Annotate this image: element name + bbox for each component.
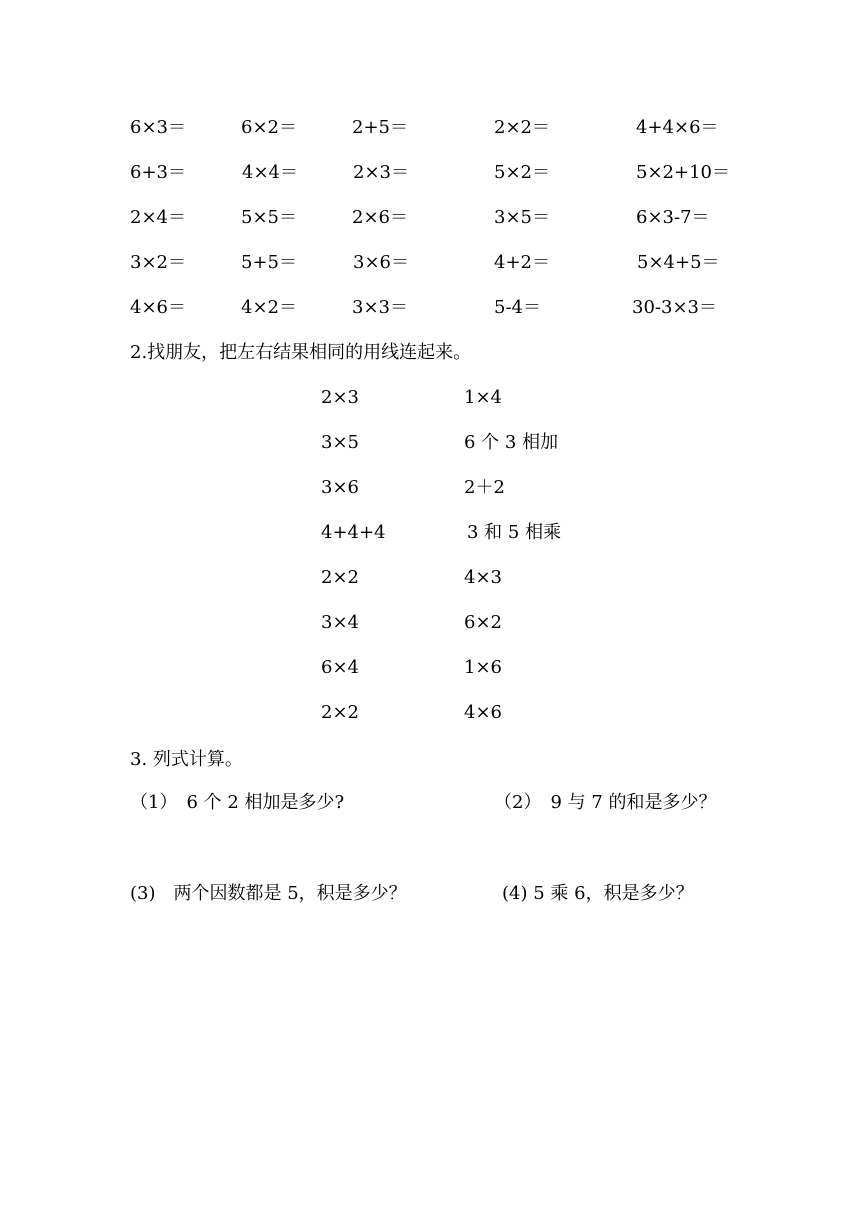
- section-2-title: 2.找朋友，把左右结果相同的用线连起来。: [130, 342, 472, 363]
- match-left-item: 3×4: [321, 612, 359, 633]
- section-3-title: 3. 列式计算。: [130, 749, 243, 770]
- match-right-item: 1×6: [464, 657, 502, 678]
- equation: 4+2＝: [494, 252, 550, 273]
- equation: 3×5＝: [494, 207, 550, 228]
- equation: 3×2＝: [130, 252, 186, 273]
- equation: 5×2＝: [494, 162, 550, 183]
- match-right-item: 1×4: [464, 387, 502, 408]
- match-left-item: 2×3: [321, 387, 359, 408]
- match-left-item: 3×5: [321, 432, 359, 453]
- equation: 5×2+10＝: [636, 162, 730, 183]
- equation: 3×3＝: [352, 297, 408, 318]
- equation: 5-4＝: [494, 297, 541, 318]
- equation: 4×6＝: [130, 297, 186, 318]
- match-left-item: 3×6: [321, 477, 359, 498]
- match-right-item: 6×2: [464, 612, 502, 633]
- equation: 2+5＝: [352, 117, 408, 138]
- equation: 2×2＝: [494, 117, 550, 138]
- question-4: (4) 5 乘 6，积是多少？: [502, 883, 694, 904]
- equation: 30-3×3＝: [632, 297, 717, 318]
- match-right-item: 4×6: [464, 702, 502, 723]
- equation: 5×4+5＝: [637, 252, 720, 273]
- match-left-item: 2×2: [321, 702, 359, 723]
- equation: 3×6＝: [353, 252, 409, 273]
- question-3: (3) 两个因数都是 5，积是多少？: [130, 883, 407, 904]
- equation: 2×6＝: [352, 207, 408, 228]
- equation: 4×4＝: [242, 162, 298, 183]
- equation: 2×4＝: [130, 207, 186, 228]
- match-right-item: 4×3: [464, 567, 502, 588]
- equation: 5×5＝: [241, 207, 297, 228]
- equation: 6×3＝: [130, 117, 186, 138]
- match-right-item: 6 个 3 相加: [464, 432, 559, 453]
- match-left-item: 2×2: [321, 567, 359, 588]
- equation: 4+4×6＝: [636, 117, 719, 138]
- question-2: （2） 9 与 7 的和是多少？: [494, 792, 717, 813]
- equation: 6+3＝: [130, 162, 186, 183]
- question-1: （1） 6 个 2 相加是多少?: [130, 792, 345, 813]
- equation: 4×2＝: [241, 297, 297, 318]
- equation: 2×3＝: [353, 162, 409, 183]
- equation: 6×2＝: [241, 117, 297, 138]
- equation: 5+5＝: [241, 252, 297, 273]
- match-right-item: 3 和 5 相乘: [467, 522, 562, 543]
- match-left-item: 4+4+4: [321, 522, 386, 543]
- equation: 6×3-7＝: [636, 207, 710, 228]
- match-right-item: 2＋2: [464, 477, 505, 498]
- match-left-item: 6×4: [321, 657, 359, 678]
